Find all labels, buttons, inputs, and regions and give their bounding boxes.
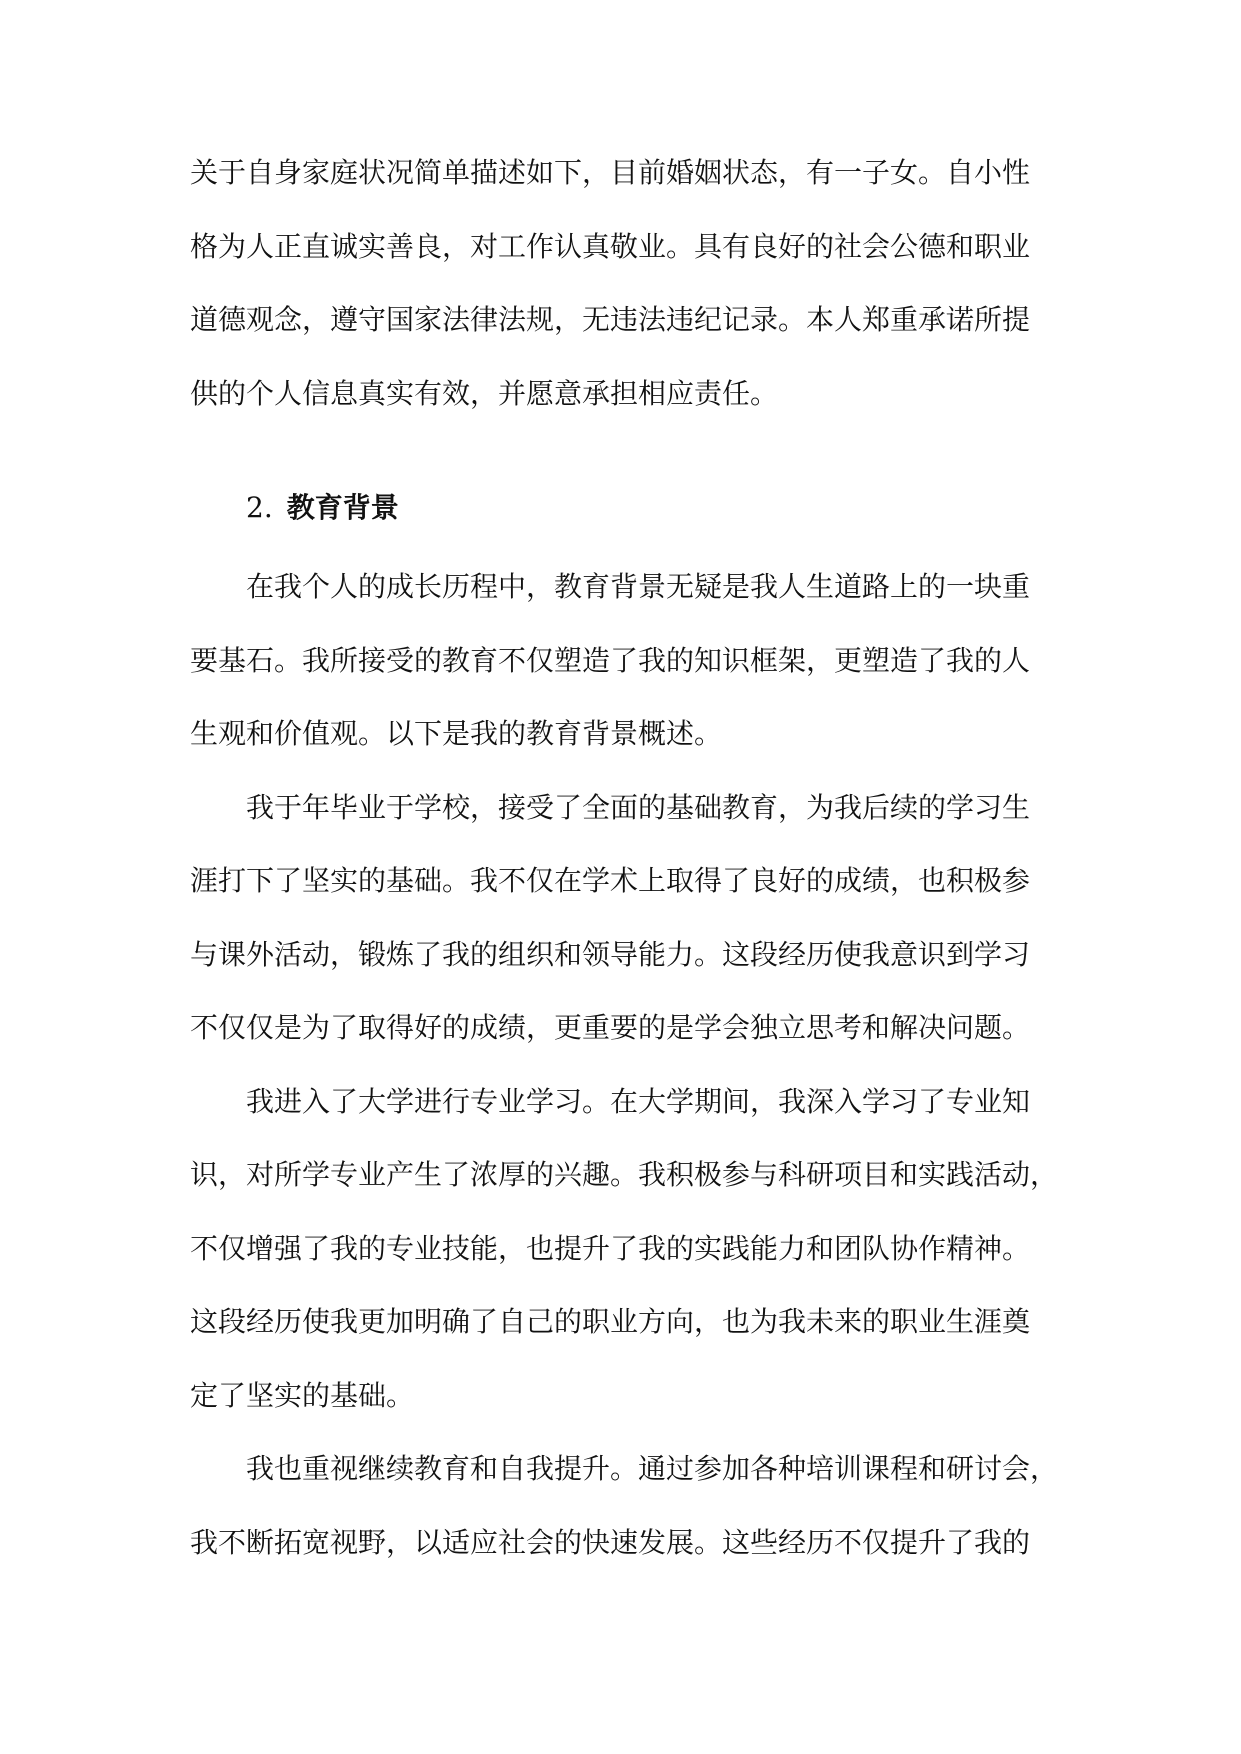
section-heading-education: [246, 478, 399, 538]
body-line: 要基石。我所接受的教育不仅塑造了我的知识框架，更塑造了我的人: [190, 643, 1031, 677]
section-title: 教育背景: [286, 491, 399, 524]
section-number: 2.: [246, 491, 273, 524]
body-line: 这段经历使我更加明确了自己的职业方向，也为我未来的职业生涯奠: [190, 1305, 1031, 1338]
paragraph-line: 关于自身家庭状况简单描述如下，目前婚姻状态，有一子女。自小性: [190, 156, 1031, 189]
body-line: 不仅增强了我的专业技能，也提升了我的实践能力和团队协作精神。: [190, 1231, 1031, 1265]
body-line: 与课外活动，锻炼了我的组织和领导能力。这段经历使我意识到学习: [190, 937, 1031, 971]
paragraph-line: 供的个人信息真实有效，并愿意承担相应责任。: [190, 376, 779, 410]
body-line: 不仅仅是为了取得好的成绩，更重要的是学会独立思考和解决问题。: [190, 1011, 1031, 1044]
body-line: 我于年毕业于学校，接受了全面的基础教育，为我后续的学习生: [190, 790, 1031, 824]
education-background-body: [190, 550, 1060, 1579]
body-line: 定了坚实的基础。: [190, 1378, 415, 1412]
body-line: 涯打下了坚实的基础。我不仅在学术上取得了良好的成绩，也积极参: [190, 864, 1031, 897]
paragraph-line: 格为人正直诚实善良，对工作认真敬业。具有良好的社会公德和职业: [190, 229, 1031, 263]
body-line: 识，对所学专业产生了浓厚的兴趣。我积极参与科研项目和实践活动，: [190, 1158, 1059, 1191]
body-line: 我进入了大学进行专业学习。在大学期间，我深入学习了专业知: [190, 1084, 1031, 1118]
body-line: 我不断拓宽视野，以适应社会的快速发展。这些经历不仅提升了我的: [190, 1525, 1031, 1559]
body-line: 我也重视继续教育和自我提升。通过参加各种培训课程和研讨会，: [190, 1452, 1059, 1485]
paragraph-line: 道德观念，遵守国家法律法规，无违法违纪记录。本人郑重承诺所提: [190, 303, 1031, 336]
body-line: 生观和价值观。以下是我的教育背景概述。: [190, 717, 723, 750]
family-status-paragraph: [190, 136, 1060, 430]
body-line: 在我个人的成长历程中，教育背景无疑是我人生道路上的一块重: [190, 570, 1031, 603]
